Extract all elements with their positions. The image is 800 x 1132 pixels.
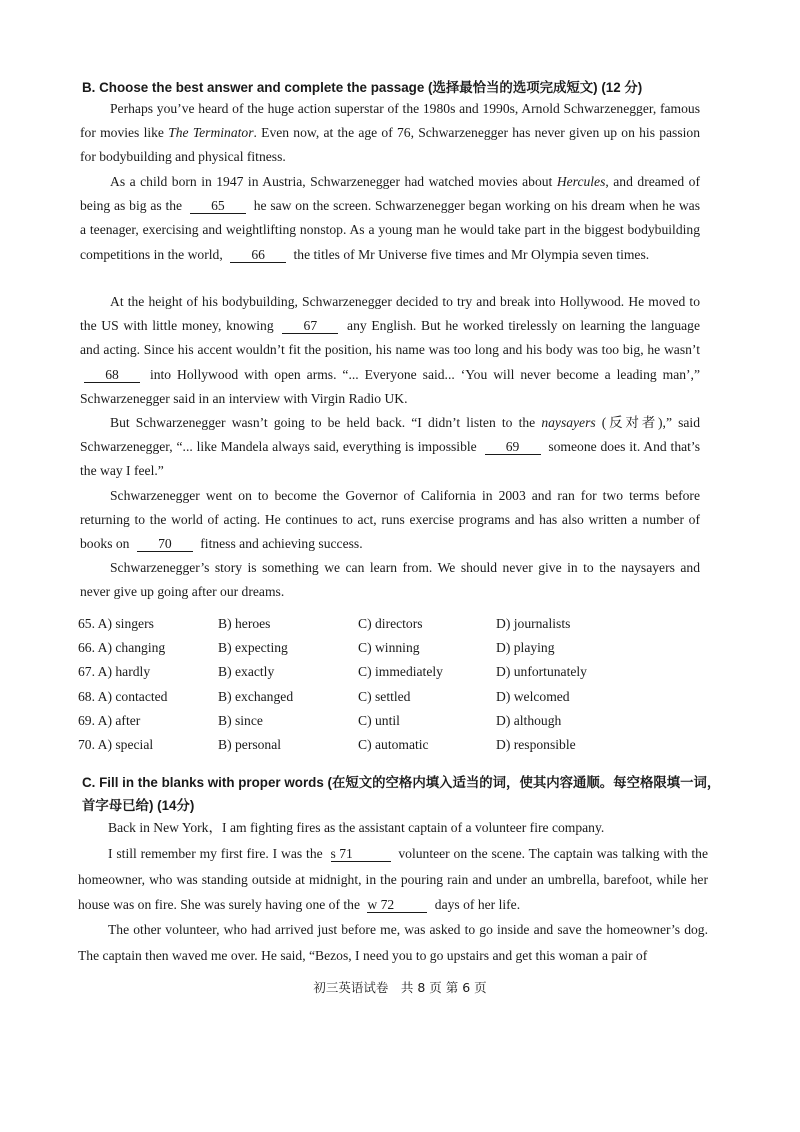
section-b-paragraph-3: At the height of his bodybuilding, Schwarzenegger decided to try and break into Hollywood. He moved to the US with little money, knowing 67 any English. But he worked tirelessly on learning the language and acting. Since his accent wouldn’t fit the position, his name was too long and his body was too big, he wasn’t 68 into Hollywood with open arms. “... Everyone said... ‘You will never become a leading man’,” Schwarzenegger said in an interview with Virgin Radio UK.	[80, 294, 700, 406]
page-footer: 初三英语试卷 共 8 页 第 6 页	[313, 980, 487, 995]
option-68-c[interactable]: C) settled	[358, 688, 411, 704]
section-c-heading: C. Fill in the blanks with proper words (在短文的空格内填入适当的词，使其内容通顺。每空格限填一词，首字母已给) (14分)	[82, 775, 721, 813]
section-c-paragraph-2: I still remember my first fire. I was the s 71 volunteer on the scene. The captain was talking with the homeowner, who was standing outside at midnight, in the pouring rain and under an umbrella, barefoot, while her house was on fire. She was surely having one of the w 72 days of her life.	[78, 846, 708, 912]
option-67-c[interactable]: C) immediately	[358, 664, 443, 680]
option-row-65	[78, 612, 698, 636]
option-row-66	[78, 636, 698, 660]
option-70-a[interactable]: 70. A) special	[78, 736, 154, 752]
answer-options	[78, 612, 698, 757]
option-69-a[interactable]: 69. A) after	[78, 712, 141, 728]
section-c-paragraph-3: The other volunteer, who had arrived just before me, was asked to go inside and save the homeowner’s dog. The captain then waved me over. He said, “Bezos, I need you to go upstairs and get this woman a pair of	[78, 922, 708, 963]
option-row-68	[78, 685, 698, 709]
blank-71[interactable]: s 71	[331, 846, 391, 862]
option-row-67	[78, 660, 698, 684]
option-68-a[interactable]: 68. A) contacted	[78, 688, 168, 704]
blank-72[interactable]: w 72	[367, 897, 427, 913]
option-65-c[interactable]: C) directors	[358, 616, 423, 631]
section-b-heading: B. Choose the best answer and complete the passage (选择最恰当的选项完成短文) (12 分)	[82, 80, 643, 95]
section-b-paragraph-5: Schwarzenegger went on to become the Governor of California in 2003 and ran for two terms before returning to the world of acting. He continues to act, runs exercise programs and has also written a number of books on 70 fitness and achieving success.	[80, 488, 700, 552]
section-b-paragraph-2: As a child born in 1947 in Austria, Schwarzenegger had watched movies about Hercules, and dreamed of being as big as the 65 he saw on the screen. Schwarzenegger began working on his dream when he was a teenager, exercising and weightlifting nonstop. As a young man he would take part in the biggest bodybuilding competitions in the world, 66 the titles of Mr Universe five times and Mr Olympia seven times.	[80, 174, 701, 262]
option-70-b[interactable]: B) personal	[218, 736, 282, 752]
section-b-paragraph-4: But Schwarzenegger wasn’t going to be held back. “I didn’t listen to the naysayers (反对者),” said Schwarzenegger, “... like Mandela always said, everything is impossible 69 someone does it. And that’s the way I feel.”	[80, 415, 700, 479]
option-69-d[interactable]: D) although	[496, 712, 562, 728]
option-70-d[interactable]: D) responsible	[496, 736, 576, 752]
option-69-c[interactable]: C) until	[358, 712, 400, 728]
option-70-c[interactable]: C) automatic	[358, 736, 429, 752]
blank-69[interactable]: 69	[485, 439, 541, 455]
option-65-a[interactable]: 65. A) singers	[78, 616, 154, 631]
option-66-a[interactable]: 66. A) changing	[78, 640, 166, 656]
option-66-b[interactable]: B) expecting	[218, 640, 288, 656]
option-68-b[interactable]: B) exchanged	[218, 688, 294, 704]
section-b-paragraph-1: Perhaps you’ve heard of the huge action superstar of the 1980s and 1990s, Arnold Schwarzenegger, famous for movies like The Terminator. Even now, at the age of 76, Schwarzenegger has never given up on his passion for bodybuilding and physical fitness.	[80, 101, 700, 165]
option-66-c[interactable]: C) winning	[358, 640, 420, 656]
option-row-69	[78, 709, 698, 733]
option-68-d[interactable]: D) welcomed	[496, 688, 570, 704]
blank-65[interactable]: 65	[190, 198, 246, 214]
section-c-paragraph-1: Back in New York，I am fighting fires as the assistant captain of a volunteer fire company.	[108, 820, 605, 835]
option-67-a[interactable]: 67. A) hardly	[78, 664, 151, 680]
option-66-d[interactable]: D) playing	[496, 640, 555, 656]
option-65-d[interactable]: D) journalists	[496, 616, 571, 631]
blank-67[interactable]: 67	[282, 318, 338, 334]
option-65-b[interactable]: B) heroes	[218, 616, 271, 631]
blank-66[interactable]: 66	[230, 247, 286, 263]
blank-70[interactable]: 70	[137, 536, 193, 552]
option-67-b[interactable]: B) exactly	[218, 664, 275, 680]
option-67-d[interactable]: D) unfortunately	[496, 664, 587, 680]
section-b-paragraph-6: Schwarzenegger’s story is something we can learn from. We should never give in to the naysayers and never give up going after our dreams.	[80, 560, 700, 600]
option-69-b[interactable]: B) since	[218, 712, 263, 728]
blank-68[interactable]: 68	[84, 367, 140, 383]
option-row-70	[78, 733, 698, 757]
